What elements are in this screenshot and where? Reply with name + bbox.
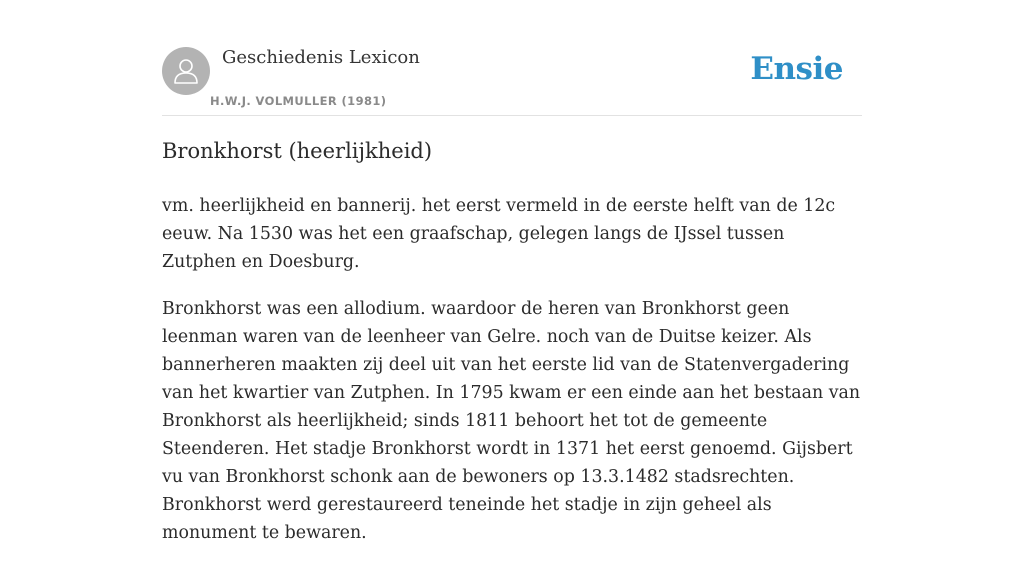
article-body: [162, 192, 862, 566]
source-title-link[interactable]: Geschiedenis Lexicon: [222, 47, 420, 68]
user-icon: [173, 57, 199, 85]
article-paragraph: Bronkhorst was een allodium. waardoor de heren van Bronkhorst geen leenman waren van de leenheer van Gelre. noch van de Duitse keizer. Als bannerheren maakten zij deel uit van het eerste lid van de Statenvergadering van het kwartier van Zutphen. In 1795 kwam er een einde aan het bestaan van Bronkhorst als heerlijkheid; sinds 1811 behoort het tot de gemeente Steenderen. Het stadje Bronkhorst wordt in 1371 het eerst genoemd. Gijsbert vu van Bronkhorst schonk aan de bewoners op 13.3.1482 stadsrechten. Bronkhorst werd gerestaureerd teneinde het stadje in zijn geheel als monument te bewaren.: [162, 299, 861, 543]
article-title: Bronkhorst (heerlijkheid): [162, 139, 433, 163]
brand-logo[interactable]: Ensie: [750, 51, 843, 87]
header-divider: [162, 115, 862, 116]
source-header: [162, 45, 862, 115]
avatar[interactable]: [162, 47, 210, 95]
source-author-link[interactable]: H.W.J. VOLMULLER (1981): [210, 94, 387, 108]
article-paragraph: vm. heerlijkheid en bannerij. het eerst vermeld in de eerste helft van de 12c eeuw. Na 1530 was het een graafschap, gelegen langs de IJssel tussen Zutphen en Doesburg.: [162, 196, 836, 272]
